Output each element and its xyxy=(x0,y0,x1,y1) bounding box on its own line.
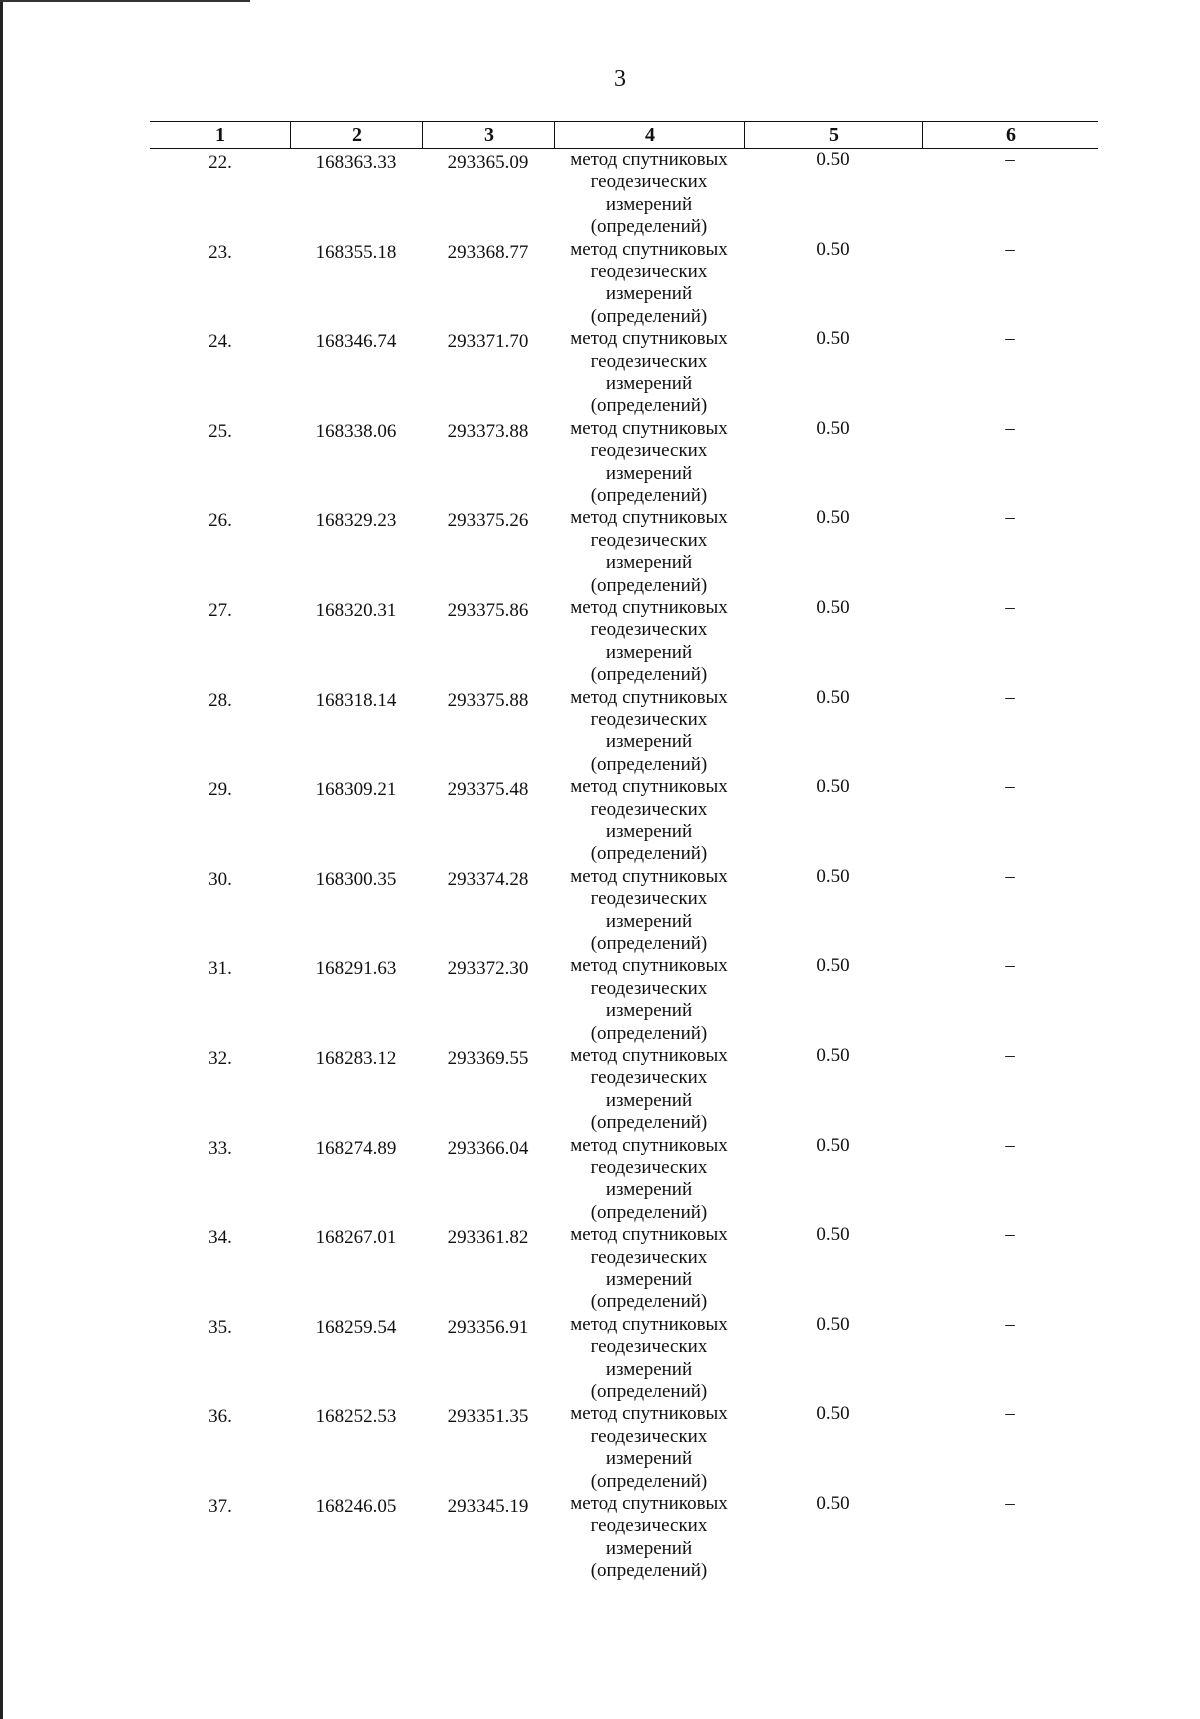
note-value: – xyxy=(1005,1224,1015,1246)
coordinate-x: 168283.12 xyxy=(315,1047,397,1069)
method-line: измерений xyxy=(605,283,693,305)
method-line: (определений) xyxy=(590,664,708,686)
method-line: геодезических xyxy=(590,171,708,193)
method-line: измерений xyxy=(605,1089,693,1111)
accuracy-value: 0.50 xyxy=(816,1044,850,1066)
note-value: – xyxy=(1005,1134,1015,1156)
header-col-3: 3 xyxy=(422,122,555,148)
coordinate-y: 293375.88 xyxy=(447,689,529,711)
coordinate-x: 168300.35 xyxy=(315,868,397,890)
table-row xyxy=(150,955,1098,1045)
method-line: измерений xyxy=(605,1448,693,1470)
method-line: измерений xyxy=(605,462,693,484)
note-value: – xyxy=(1005,1044,1015,1066)
method-line: геодезических xyxy=(590,977,708,999)
method-cell xyxy=(554,866,744,956)
table-row xyxy=(150,1314,1098,1404)
coordinate-y: 293366.04 xyxy=(447,1137,529,1159)
method-line: измерений xyxy=(605,910,693,932)
method-line: (определений) xyxy=(590,843,708,865)
note-value: – xyxy=(1005,507,1015,529)
coordinate-x: 168363.33 xyxy=(315,152,397,173)
method-cell xyxy=(554,1135,744,1225)
note-value: – xyxy=(1005,865,1015,887)
method-line: (определений) xyxy=(590,216,708,238)
accuracy-value: 0.50 xyxy=(816,1224,850,1246)
coordinate-y: 293373.88 xyxy=(447,420,529,442)
method-cell xyxy=(554,597,744,687)
scan-edge-left xyxy=(0,0,3,1719)
method-line: метод спутниковых xyxy=(570,238,728,260)
table-row xyxy=(150,1045,1098,1135)
note-value: – xyxy=(1005,596,1015,618)
method-line: (определений) xyxy=(590,395,708,417)
method-line: геодезических xyxy=(590,888,708,910)
method-line: геодезических xyxy=(590,1067,708,1089)
method-line: (определений) xyxy=(590,1291,708,1313)
table-row xyxy=(150,239,1098,329)
method-line: измерений xyxy=(605,1358,693,1380)
note-value: – xyxy=(1005,417,1015,439)
method-cell xyxy=(554,328,744,418)
note-value: – xyxy=(1005,1403,1015,1425)
accuracy-value: 0.50 xyxy=(816,507,850,529)
method-line: измерений xyxy=(605,552,693,574)
accuracy-value: 0.50 xyxy=(816,238,850,260)
table-row xyxy=(150,507,1098,597)
table-row xyxy=(150,1135,1098,1225)
method-line: геодезических xyxy=(590,708,708,730)
accuracy-value: 0.50 xyxy=(816,149,850,170)
accuracy-value: 0.50 xyxy=(816,955,850,977)
point-number: 32. xyxy=(208,1047,232,1069)
point-number: 37. xyxy=(208,1495,232,1517)
method-line: (определений) xyxy=(590,305,708,327)
method-line: метод спутниковых xyxy=(570,1492,728,1514)
coordinate-y: 293375.48 xyxy=(447,779,529,801)
method-line: измерений xyxy=(605,1000,693,1022)
method-line: геодезических xyxy=(590,1156,708,1178)
point-number: 24. xyxy=(208,331,232,353)
method-cell xyxy=(554,149,744,239)
table-row xyxy=(150,1493,1098,1583)
table-row xyxy=(150,1403,1098,1493)
coordinate-y: 293372.30 xyxy=(447,958,529,980)
method-line: геодезических xyxy=(590,350,708,372)
method-line: (определений) xyxy=(590,753,708,775)
method-line: (определений) xyxy=(590,1201,708,1223)
method-line: измерений xyxy=(605,1268,693,1290)
method-line: геодезических xyxy=(590,1515,708,1537)
method-line: метод спутниковых xyxy=(570,1044,728,1066)
method-line: (определений) xyxy=(590,1470,708,1492)
header-col-2: 2 xyxy=(290,122,423,148)
method-line: метод спутниковых xyxy=(570,1224,728,1246)
coordinate-y: 293369.55 xyxy=(447,1047,529,1069)
method-cell xyxy=(554,1403,744,1493)
method-line: (определений) xyxy=(590,1380,708,1402)
table-row xyxy=(150,149,1098,239)
method-line: измерений xyxy=(605,373,693,394)
point-number: 31. xyxy=(208,958,232,980)
table-body xyxy=(150,149,1098,1583)
method-line: геодезических xyxy=(590,261,708,282)
method-line: метод спутниковых xyxy=(570,1313,728,1335)
coordinate-y: 293375.26 xyxy=(447,510,529,532)
method-line: метод спутниковых xyxy=(570,955,728,977)
method-cell xyxy=(554,507,744,597)
coordinate-x: 168355.18 xyxy=(315,241,397,263)
coordinate-x: 168267.01 xyxy=(315,1227,397,1249)
method-line: геодезических xyxy=(590,1246,708,1268)
accuracy-value: 0.50 xyxy=(816,596,850,618)
table-row xyxy=(150,687,1098,777)
note-value: – xyxy=(1005,149,1015,170)
method-line: измерений xyxy=(605,731,693,753)
coordinate-x: 168246.05 xyxy=(315,1495,397,1517)
point-number: 36. xyxy=(208,1406,232,1428)
note-value: – xyxy=(1005,955,1015,977)
method-line: метод спутниковых xyxy=(570,1403,728,1425)
method-line: (определений) xyxy=(590,485,708,506)
note-value: – xyxy=(1005,686,1015,708)
method-cell xyxy=(554,1314,744,1404)
method-cell xyxy=(554,418,744,508)
table-header-row xyxy=(150,121,1098,149)
accuracy-value: 0.50 xyxy=(816,1313,850,1335)
method-line: геодезических xyxy=(590,619,708,641)
coordinate-y: 293374.28 xyxy=(447,868,529,890)
table-row xyxy=(150,1224,1098,1314)
method-line: измерений xyxy=(605,1537,693,1559)
coordinate-x: 168346.74 xyxy=(315,331,397,353)
method-cell xyxy=(554,1045,744,1135)
coordinate-y: 293375.86 xyxy=(447,599,529,621)
note-value: – xyxy=(1005,328,1015,350)
method-line: измерений xyxy=(605,1179,693,1201)
method-line: геодезических xyxy=(590,440,708,462)
table-row xyxy=(150,418,1098,508)
method-line: измерений xyxy=(605,193,693,215)
method-line: метод спутниковых xyxy=(570,417,728,439)
point-number: 33. xyxy=(208,1137,232,1159)
point-number: 22. xyxy=(208,152,232,173)
point-number: 34. xyxy=(208,1227,232,1249)
point-number: 35. xyxy=(208,1316,232,1338)
method-line: метод спутниковых xyxy=(570,596,728,618)
coordinate-x: 168338.06 xyxy=(315,420,397,442)
point-number: 29. xyxy=(208,779,232,801)
method-line: геодезических xyxy=(590,798,708,820)
header-col-4: 4 xyxy=(554,122,745,148)
table-row xyxy=(150,776,1098,866)
coordinate-y: 293351.35 xyxy=(447,1406,529,1428)
accuracy-value: 0.50 xyxy=(816,686,850,708)
coordinate-x: 168318.14 xyxy=(315,689,397,711)
method-line: (определений) xyxy=(590,1560,708,1582)
note-value: – xyxy=(1005,776,1015,798)
accuracy-value: 0.50 xyxy=(816,1134,850,1156)
header-col-5: 5 xyxy=(744,122,923,148)
point-number: 28. xyxy=(208,689,232,711)
method-line: измерений xyxy=(605,641,693,663)
coordinate-y: 293361.82 xyxy=(447,1227,529,1249)
method-line: метод спутниковых xyxy=(570,149,728,170)
method-line: (определений) xyxy=(590,574,708,596)
note-value: – xyxy=(1005,238,1015,260)
accuracy-value: 0.50 xyxy=(816,328,850,350)
method-cell xyxy=(554,239,744,329)
coordinate-y: 293368.77 xyxy=(447,241,529,263)
note-value: – xyxy=(1005,1492,1015,1514)
accuracy-value: 0.50 xyxy=(816,776,850,798)
method-line: (определений) xyxy=(590,1022,708,1044)
accuracy-value: 0.50 xyxy=(816,865,850,887)
method-line: измерений xyxy=(605,820,693,842)
coordinate-x: 168329.23 xyxy=(315,510,397,532)
accuracy-value: 0.50 xyxy=(816,1403,850,1425)
method-line: метод спутниковых xyxy=(570,686,728,708)
coordinate-x: 168320.31 xyxy=(315,599,397,621)
coordinate-x: 168291.63 xyxy=(315,958,397,980)
point-number: 23. xyxy=(208,241,232,263)
method-cell xyxy=(554,776,744,866)
method-cell xyxy=(554,955,744,1045)
header-col-6: 6 xyxy=(922,122,1099,148)
method-cell xyxy=(554,1493,744,1583)
note-value: – xyxy=(1005,1313,1015,1335)
point-number: 30. xyxy=(208,868,232,890)
method-line: метод спутниковых xyxy=(570,865,728,887)
coordinate-x: 168274.89 xyxy=(315,1137,397,1159)
method-line: метод спутниковых xyxy=(570,328,728,350)
method-line: метод спутниковых xyxy=(570,507,728,529)
table-row xyxy=(150,328,1098,418)
coordinate-y: 293345.19 xyxy=(447,1495,529,1517)
point-number: 27. xyxy=(208,599,232,621)
method-cell xyxy=(554,687,744,777)
coordinate-y: 293356.91 xyxy=(447,1316,529,1338)
point-number: 26. xyxy=(208,510,232,532)
scan-edge-top xyxy=(0,0,250,2)
table-row xyxy=(150,597,1098,687)
method-line: метод спутниковых xyxy=(570,776,728,798)
point-number: 25. xyxy=(208,420,232,442)
method-line: метод спутниковых xyxy=(570,1134,728,1156)
coordinate-y: 293371.70 xyxy=(447,331,529,353)
page-number: 3 xyxy=(614,66,626,92)
method-line: геодезических xyxy=(590,1425,708,1447)
method-cell xyxy=(554,1224,744,1314)
method-line: (определений) xyxy=(590,1112,708,1134)
header-col-1: 1 xyxy=(215,124,225,146)
coordinate-x: 168252.53 xyxy=(315,1406,397,1428)
coordinate-x: 168259.54 xyxy=(315,1316,397,1338)
coordinate-y: 293365.09 xyxy=(447,152,529,173)
method-line: геодезических xyxy=(590,1336,708,1358)
method-line: (определений) xyxy=(590,932,708,954)
accuracy-value: 0.50 xyxy=(816,1492,850,1514)
coordinate-x: 168309.21 xyxy=(315,779,397,801)
table-row xyxy=(150,866,1098,956)
method-line: геодезических xyxy=(590,529,708,551)
accuracy-value: 0.50 xyxy=(816,417,850,439)
